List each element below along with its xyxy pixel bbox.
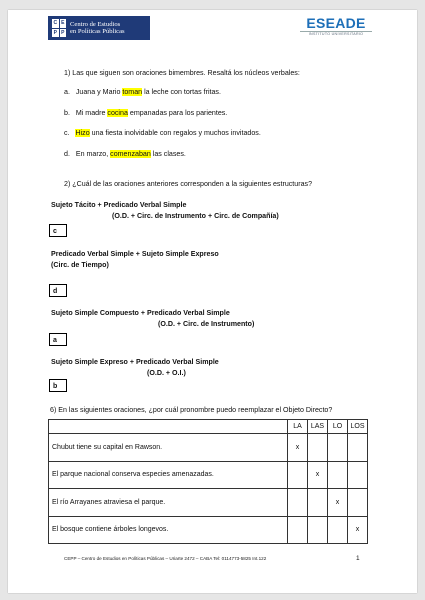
column-header: LOS (348, 420, 368, 434)
q1-item-b (64, 109, 227, 118)
mark-cell[interactable]: x (328, 489, 348, 517)
highlighted-verb: Hizo (75, 129, 90, 137)
table-row (49, 461, 368, 489)
logo-mark-letter: P (61, 29, 65, 36)
answer-box[interactable]: d (49, 284, 67, 297)
mark-cell[interactable]: x (288, 434, 308, 462)
q1-item-d (64, 150, 186, 159)
q1-item-a (64, 88, 221, 97)
mark-cell[interactable]: x (308, 461, 328, 489)
mark-cell[interactable] (308, 516, 328, 544)
item-text: empanadas para los parientes. (127, 109, 228, 117)
answer-box[interactable]: a (49, 333, 67, 346)
answer-box[interactable]: c (49, 224, 67, 237)
q6-prompt: 6) En las siguientes oraciones, ¿por cuál pronombre puedo reemplazar el Objeto Directo? (50, 406, 333, 414)
logo-line-2: en Políticas Públicas (70, 28, 125, 35)
mark-cell[interactable] (308, 489, 328, 517)
highlighted-verb: cocina (107, 109, 128, 117)
answer-box[interactable]: b (49, 379, 67, 392)
structure-subtitle: (O.D. + Circ. de Instrumento + Circ. de Compañía) (112, 212, 279, 220)
sentence-cell: El río Arrayanes atraviesa el parque. (49, 489, 288, 517)
page-number: 1 (356, 555, 360, 562)
logo-mark-letter: E (61, 20, 65, 26)
mark-cell[interactable] (348, 489, 368, 517)
eseade-logo (300, 16, 372, 37)
q1-prompt: 1) Las que siguen son oraciones bimembres. Resaltá los núcleos verbales: (64, 69, 300, 77)
item-text: En marzo, (75, 150, 111, 158)
mark-cell[interactable] (288, 516, 308, 544)
table-row (49, 516, 368, 544)
sentence-cell: El bosque contiene árboles longevos. (49, 516, 288, 544)
mark-cell[interactable] (308, 434, 328, 462)
column-header: LA (288, 420, 308, 434)
structure-subtitle: (O.D. + O.I.) (147, 369, 186, 377)
mark-cell[interactable] (288, 489, 308, 517)
table-row (49, 434, 368, 462)
item-letter: a. (64, 88, 70, 96)
mark-cell[interactable]: x (348, 516, 368, 544)
item-text: las clases. (150, 150, 186, 158)
structure-title: Sujeto Simple Expreso + Predicado Verbal Simple (51, 358, 219, 366)
column-header: LO (328, 420, 348, 434)
logo-mark-letter: C (53, 20, 58, 26)
page-footer: CEPP – Centro de Estudios en Políticas Públicas – Uriarte 2472 – CABA Tel: 0114773-5825 Int.122 (64, 556, 267, 561)
highlighted-verb: comenzaban (110, 150, 151, 158)
item-letter: b. (64, 109, 70, 117)
structure-title: Predicado Verbal Simple + Sujeto Simple Expreso (51, 250, 219, 258)
pronoun-table (48, 419, 368, 544)
item-text: una fiesta inolvidable con regalos y muchos invitados. (89, 129, 261, 137)
sentence-cell: El parque nacional conserva especies amenazadas. (49, 461, 288, 489)
structure-title: Sujeto Tácito + Predicado Verbal Simple (51, 201, 187, 209)
item-text: Juana y Mario (75, 88, 123, 96)
table-row (49, 489, 368, 517)
structure-subtitle: (Circ. de Tiempo) (51, 261, 109, 269)
cepp-logo (48, 16, 150, 40)
logo-mark-letter: P (53, 29, 57, 36)
structure-title: Sujeto Simple Compuesto + Predicado Verbal Simple (51, 309, 230, 317)
cepp-logo-mark (52, 19, 66, 37)
eseade-name: ESEADE (306, 15, 366, 31)
sentence-cell: Chubut tiene su capital en Rawson. (49, 434, 288, 462)
mark-cell[interactable] (328, 516, 348, 544)
highlighted-verb: toman (122, 88, 143, 96)
item-text: la leche con tortas fritas. (142, 88, 221, 96)
item-text: Mi madre (75, 109, 108, 117)
item-letter: d. (64, 150, 70, 158)
structure-subtitle: (O.D. + Circ. de Instrumento) (158, 320, 255, 328)
item-letter: c. (64, 129, 70, 137)
table-header-row (49, 420, 368, 434)
eseade-tagline: INSTITUTO UNIVERSITARIO (300, 31, 372, 37)
table-header-blank (49, 420, 288, 434)
mark-cell[interactable] (288, 461, 308, 489)
q1-item-c (64, 129, 261, 138)
logo-line-1: Centro de Estudios (70, 20, 121, 28)
cepp-logo-text (70, 21, 125, 36)
mark-cell[interactable] (348, 461, 368, 489)
mark-cell[interactable] (348, 434, 368, 462)
q2-prompt: 2) ¿Cuál de las oraciones anteriores corresponden a la siguientes estructuras? (64, 180, 313, 188)
mark-cell[interactable] (328, 461, 348, 489)
mark-cell[interactable] (328, 434, 348, 462)
column-header: LAS (308, 420, 328, 434)
